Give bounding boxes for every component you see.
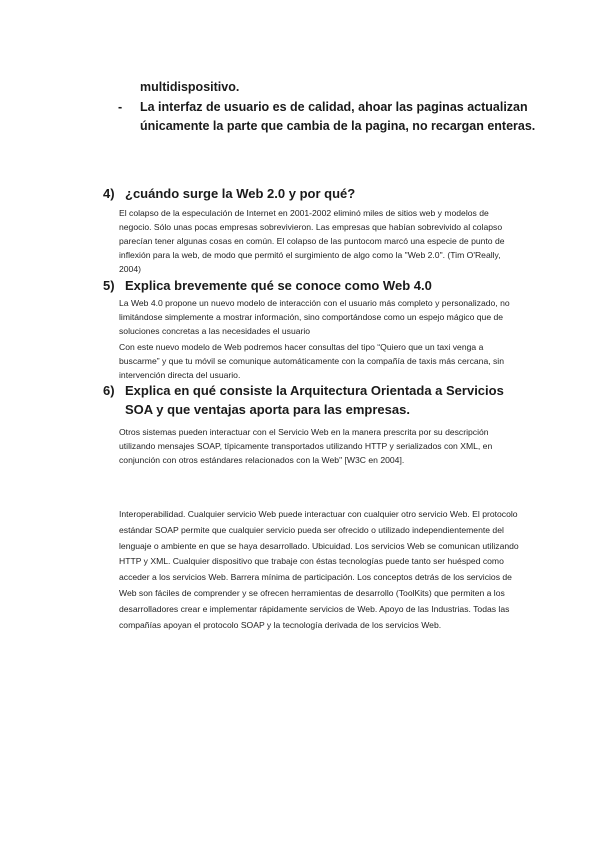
section-title: ¿cuándo surge la Web 2.0 y por qué?: [125, 186, 356, 201]
section-5-paragraph-2: Con este nuevo modelo de Web podremos hacer consultas del tipo “Quiero que un taxi venga a buscarme” y que tu móvil se comunique automáticamente con la compañía de taxis más cercana, sin intervención directa del usuario.: [119, 342, 504, 380]
section-4-paragraph-1: El colapso de la especulación de Internet en 2001-2002 eliminó miles de sitios web y modelos de negocio. Sólo unas pocas empresas sobrevivieron. Las empresas que habían sobrevivido al colapso parecían tener algunas cosas en común. El colapso de las puntocom marcó una especie de punto de inflexión para la web, de modo que permitó el surgimiento de algo como la "Web 2.0". (Tim O'Really, 2004): [119, 208, 505, 274]
bullet-text: La interfaz de usuario es de calidad, ahoar las paginas actualizan únicamente la parte que cambia de la pagina, no recargan enteras.: [140, 100, 536, 133]
section-4-heading: [103, 184, 523, 203]
section-5-heading: [103, 276, 523, 295]
section-number: 6): [103, 383, 115, 398]
section-title: Explica en qué consiste la Arquitectura Orientada a Servicios SOA y que ventajas aporta para las empresas.: [125, 383, 504, 417]
section-6-paragraph-2: Interoperabilidad. Cualquier servicio Web puede interactuar con cualquier otro servicio Web. El protocolo estándar SOAP permite que cualquier servicio pueda ser ofrecido o utilizado independientemente del lenguaje o ambiente en que se haya desarrollado. Ubicuidad. Los servicios Web se comunican utilizando HTTP y XML. Cualquier dispositivo que trabaje con éstas tecnologías puede tanto ser huésped como acceder a los servicios Web. Barrera mínima de participación. Los conceptos detrás de los servicios de Web son fáciles de comprender y se ofrecen herramientas de desarrollo (ToolKits) que permiten a los desarrolladores crear e implementar rápidamente servicios de Web. Apoyo de las Industrias. Todas las compañías apoyan el protocolo SOAP y la tecnología derivada de los servicios Web.: [119, 509, 519, 630]
section-6-paragraph-1: Otros sistemas pueden interactuar con el Servicio Web en la manera prescrita por su descripción utilizando mensajes SOAP, típicamente transportados utilizando HTTP y serializados con XML, en conjunción con otros estándares relacionados con la Web" [W3C en 2004].: [119, 427, 493, 465]
section-6-heading: [103, 381, 523, 419]
section-title: Explica brevemente qué se conoce como Web 4.0: [125, 278, 432, 293]
intro-line-top: multidispositivo.: [140, 80, 240, 94]
bullet-dash: -: [118, 100, 123, 114]
section-5-paragraph-1: La Web 4.0 propone un nuevo modelo de interacción con el usuario más completo y personalizado, no limitándose simplemente a mostrar información, sino comportándose como un espejo mágico que de soluciones concretas a las necesidades el usuario: [119, 298, 510, 336]
section-number: 4): [103, 186, 115, 201]
section-number: 5): [103, 278, 115, 293]
intro-bullet: [118, 98, 538, 136]
